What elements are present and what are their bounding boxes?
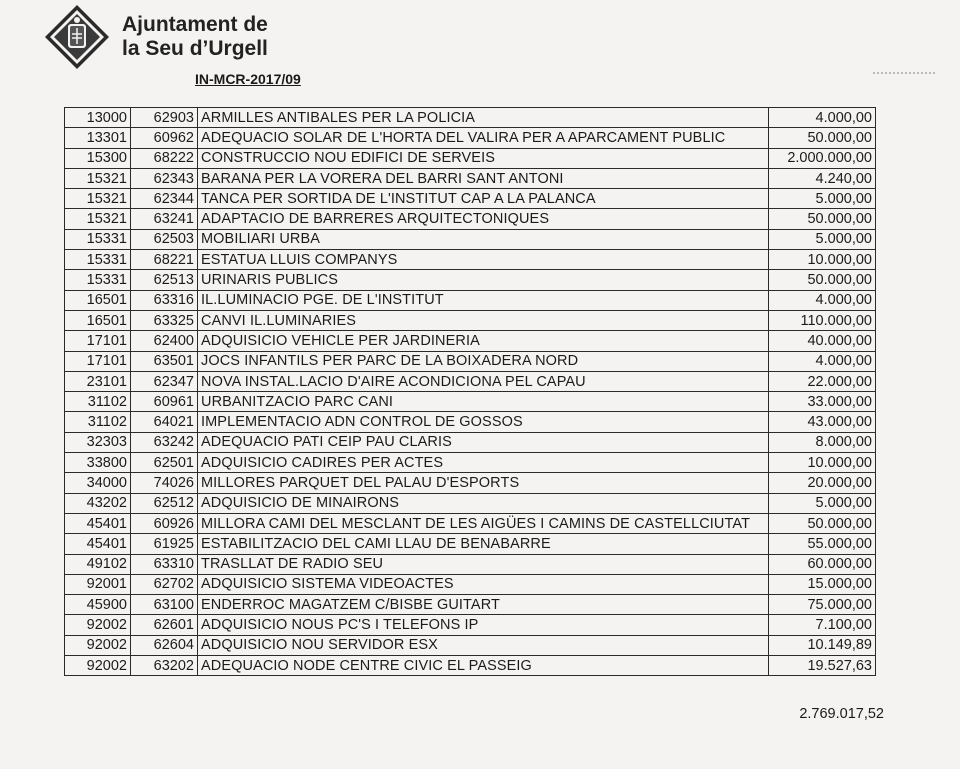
- amount-cell: 22.000,00: [769, 371, 876, 391]
- economic-code-cell: 63325: [131, 310, 198, 330]
- table-row: [65, 392, 876, 412]
- program-code-cell: 34000: [65, 473, 131, 493]
- economic-code-cell: 62501: [131, 453, 198, 473]
- table-row: [65, 310, 876, 330]
- description-cell: BARANA PER LA VORERA DEL BARRI SANT ANTONI: [198, 168, 769, 188]
- amount-cell: 50.000,00: [769, 270, 876, 290]
- amount-cell: 10.000,00: [769, 250, 876, 270]
- economic-code-cell: 62903: [131, 108, 198, 128]
- description-cell: ADQUISICIO NOUS PC'S I TELEFONS IP: [198, 615, 769, 635]
- program-code-cell: 15300: [65, 148, 131, 168]
- economic-code-cell: 74026: [131, 473, 198, 493]
- amount-cell: 50.000,00: [769, 209, 876, 229]
- description-cell: URINARIS PUBLICS: [198, 270, 769, 290]
- description-cell: ADQUISICIO CADIRES PER ACTES: [198, 453, 769, 473]
- amount-cell: 33.000,00: [769, 392, 876, 412]
- amount-cell: 5.000,00: [769, 493, 876, 513]
- program-code-cell: 92002: [65, 615, 131, 635]
- economic-code-cell: 60926: [131, 513, 198, 533]
- amount-cell: 20.000,00: [769, 473, 876, 493]
- program-code-cell: 43202: [65, 493, 131, 513]
- table-row: [65, 270, 876, 290]
- amount-cell: 110.000,00: [769, 310, 876, 330]
- economic-code-cell: 63316: [131, 290, 198, 310]
- amount-cell: 15.000,00: [769, 574, 876, 594]
- amount-cell: 55.000,00: [769, 534, 876, 554]
- economic-code-cell: 63310: [131, 554, 198, 574]
- economic-code-cell: 62347: [131, 371, 198, 391]
- program-code-cell: 15321: [65, 189, 131, 209]
- grand-total: 2.769.017,52: [799, 706, 884, 722]
- amount-cell: 10.000,00: [769, 453, 876, 473]
- amount-cell: 50.000,00: [769, 128, 876, 148]
- description-cell: ADQUISICIO VEHICLE PER JARDINERIA: [198, 331, 769, 351]
- description-cell: NOVA INSTAL.LACIO D'AIRE ACONDICIONA PEL CAPAU: [198, 371, 769, 391]
- program-code-cell: 13301: [65, 128, 131, 148]
- program-code-cell: 49102: [65, 554, 131, 574]
- program-code-cell: 15321: [65, 168, 131, 188]
- economic-code-cell: 62512: [131, 493, 198, 513]
- program-code-cell: 17101: [65, 331, 131, 351]
- amount-cell: 4.240,00: [769, 168, 876, 188]
- amount-cell: 7.100,00: [769, 615, 876, 635]
- table-row: [65, 595, 876, 615]
- investment-budget-table: [64, 107, 876, 676]
- description-cell: ADEQUACIO PATI CEIP PAU CLARIS: [198, 432, 769, 452]
- description-cell: ESTABILITZACIO DEL CAMI LLAU DE BENABARRE: [198, 534, 769, 554]
- description-cell: ADQUISICIO DE MINAIRONS: [198, 493, 769, 513]
- program-code-cell: 92002: [65, 635, 131, 655]
- description-cell: IL.LUMINACIO PGE. DE L'INSTITUT: [198, 290, 769, 310]
- economic-code-cell: 63100: [131, 595, 198, 615]
- economic-code-cell: 61925: [131, 534, 198, 554]
- economic-code-cell: 64021: [131, 412, 198, 432]
- table-row: [65, 250, 876, 270]
- amount-cell: 19.527,63: [769, 656, 876, 676]
- description-cell: ADAPTACIO DE BARRERES ARQUITECTONIQUES: [198, 209, 769, 229]
- organization-name-line-2: la Seu d’Urgell: [122, 37, 268, 60]
- description-cell: ADEQUACIO SOLAR DE L'HORTA DEL VALIRA PER A APARCAMENT PUBLIC: [198, 128, 769, 148]
- description-cell: ADQUISICIO NOU SERVIDOR ESX: [198, 635, 769, 655]
- amount-cell: 4.000,00: [769, 351, 876, 371]
- program-code-cell: 15321: [65, 209, 131, 229]
- table-row: [65, 351, 876, 371]
- municipal-coat-of-arms-logo: [44, 4, 110, 70]
- description-cell: IMPLEMENTACIO ADN CONTROL DE GOSSOS: [198, 412, 769, 432]
- program-code-cell: 16501: [65, 290, 131, 310]
- economic-code-cell: 62513: [131, 270, 198, 290]
- table-row: [65, 229, 876, 249]
- amount-cell: 5.000,00: [769, 189, 876, 209]
- table-row: [65, 371, 876, 391]
- program-code-cell: 31102: [65, 392, 131, 412]
- table-row: [65, 513, 876, 533]
- program-code-cell: 15331: [65, 229, 131, 249]
- amount-cell: 50.000,00: [769, 513, 876, 533]
- description-cell: ENDERROC MAGATZEM C/BISBE GUITART: [198, 595, 769, 615]
- table-row: [65, 554, 876, 574]
- amount-cell: 75.000,00: [769, 595, 876, 615]
- table-row: [65, 635, 876, 655]
- document-reference: IN-MCR-2017/09: [195, 71, 301, 87]
- table-row: [65, 148, 876, 168]
- program-code-cell: 16501: [65, 310, 131, 330]
- program-code-cell: 92002: [65, 656, 131, 676]
- program-code-cell: 33800: [65, 453, 131, 473]
- program-code-cell: 92001: [65, 574, 131, 594]
- table-body: [65, 108, 876, 676]
- economic-code-cell: 62343: [131, 168, 198, 188]
- economic-code-cell: 68222: [131, 148, 198, 168]
- table-row: [65, 453, 876, 473]
- program-code-cell: 17101: [65, 351, 131, 371]
- table-row: [65, 209, 876, 229]
- economic-code-cell: 63241: [131, 209, 198, 229]
- organization-name: [122, 13, 268, 61]
- description-cell: ESTATUA LLUIS COMPANYS: [198, 250, 769, 270]
- amount-cell: 60.000,00: [769, 554, 876, 574]
- program-code-cell: 13000: [65, 108, 131, 128]
- description-cell: JOCS INFANTILS PER PARC DE LA BOIXADERA NORD: [198, 351, 769, 371]
- description-cell: ADQUISICIO SISTEMA VIDEOACTES: [198, 574, 769, 594]
- amount-cell: 40.000,00: [769, 331, 876, 351]
- table-row: [65, 412, 876, 432]
- program-code-cell: 23101: [65, 371, 131, 391]
- description-cell: URBANITZACIO PARC CANI: [198, 392, 769, 412]
- amount-cell: 4.000,00: [769, 108, 876, 128]
- economic-code-cell: 60962: [131, 128, 198, 148]
- economic-code-cell: 60961: [131, 392, 198, 412]
- document-header: [44, 4, 268, 70]
- table-row: [65, 473, 876, 493]
- table-row: [65, 574, 876, 594]
- program-code-cell: 31102: [65, 412, 131, 432]
- program-code-cell: 45900: [65, 595, 131, 615]
- description-cell: CANVI IL.LUMINARIES: [198, 310, 769, 330]
- program-code-cell: 15331: [65, 270, 131, 290]
- program-code-cell: 45401: [65, 534, 131, 554]
- economic-code-cell: 62702: [131, 574, 198, 594]
- table-row: [65, 108, 876, 128]
- economic-code-cell: 62503: [131, 229, 198, 249]
- amount-cell: 2.000.000,00: [769, 148, 876, 168]
- description-cell: TRASLLAT DE RADIO SEU: [198, 554, 769, 574]
- economic-code-cell: 62601: [131, 615, 198, 635]
- amount-cell: 4.000,00: [769, 290, 876, 310]
- program-code-cell: 45401: [65, 513, 131, 533]
- description-cell: CONSTRUCCIO NOU EDIFICI DE SERVEIS: [198, 148, 769, 168]
- table-row: [65, 493, 876, 513]
- economic-code-cell: 62344: [131, 189, 198, 209]
- table-row: [65, 615, 876, 635]
- program-code-cell: 15331: [65, 250, 131, 270]
- description-cell: MILLORES PARQUET DEL PALAU D'ESPORTS: [198, 473, 769, 493]
- program-code-cell: 32303: [65, 432, 131, 452]
- description-cell: TANCA PER SORTIDA DE L'INSTITUT CAP A LA PALANCA: [198, 189, 769, 209]
- table-row: [65, 168, 876, 188]
- table-row: [65, 534, 876, 554]
- table-row: [65, 432, 876, 452]
- amount-cell: 8.000,00: [769, 432, 876, 452]
- description-cell: MOBILIARI URBA: [198, 229, 769, 249]
- table-row: [65, 128, 876, 148]
- organization-name-line-1: Ajuntament de: [122, 13, 268, 36]
- table-row: [65, 290, 876, 310]
- economic-code-cell: 63501: [131, 351, 198, 371]
- economic-code-cell: 63242: [131, 432, 198, 452]
- description-cell: MILLORA CAMI DEL MESCLANT DE LES AIGÜES I CAMINS DE CASTELLCIUTAT: [198, 513, 769, 533]
- amount-cell: 5.000,00: [769, 229, 876, 249]
- amount-cell: 43.000,00: [769, 412, 876, 432]
- table-row: [65, 331, 876, 351]
- amount-cell: 10.149,89: [769, 635, 876, 655]
- economic-code-cell: 62604: [131, 635, 198, 655]
- description-cell: ARMILLES ANTIBALES PER LA POLICIA: [198, 108, 769, 128]
- economic-code-cell: 63202: [131, 656, 198, 676]
- economic-code-cell: 62400: [131, 331, 198, 351]
- decorative-dotted-line: [873, 72, 935, 74]
- description-cell: ADEQUACIO NODE CENTRE CIVIC EL PASSEIG: [198, 656, 769, 676]
- table-row: [65, 189, 876, 209]
- economic-code-cell: 68221: [131, 250, 198, 270]
- table-row: [65, 656, 876, 676]
